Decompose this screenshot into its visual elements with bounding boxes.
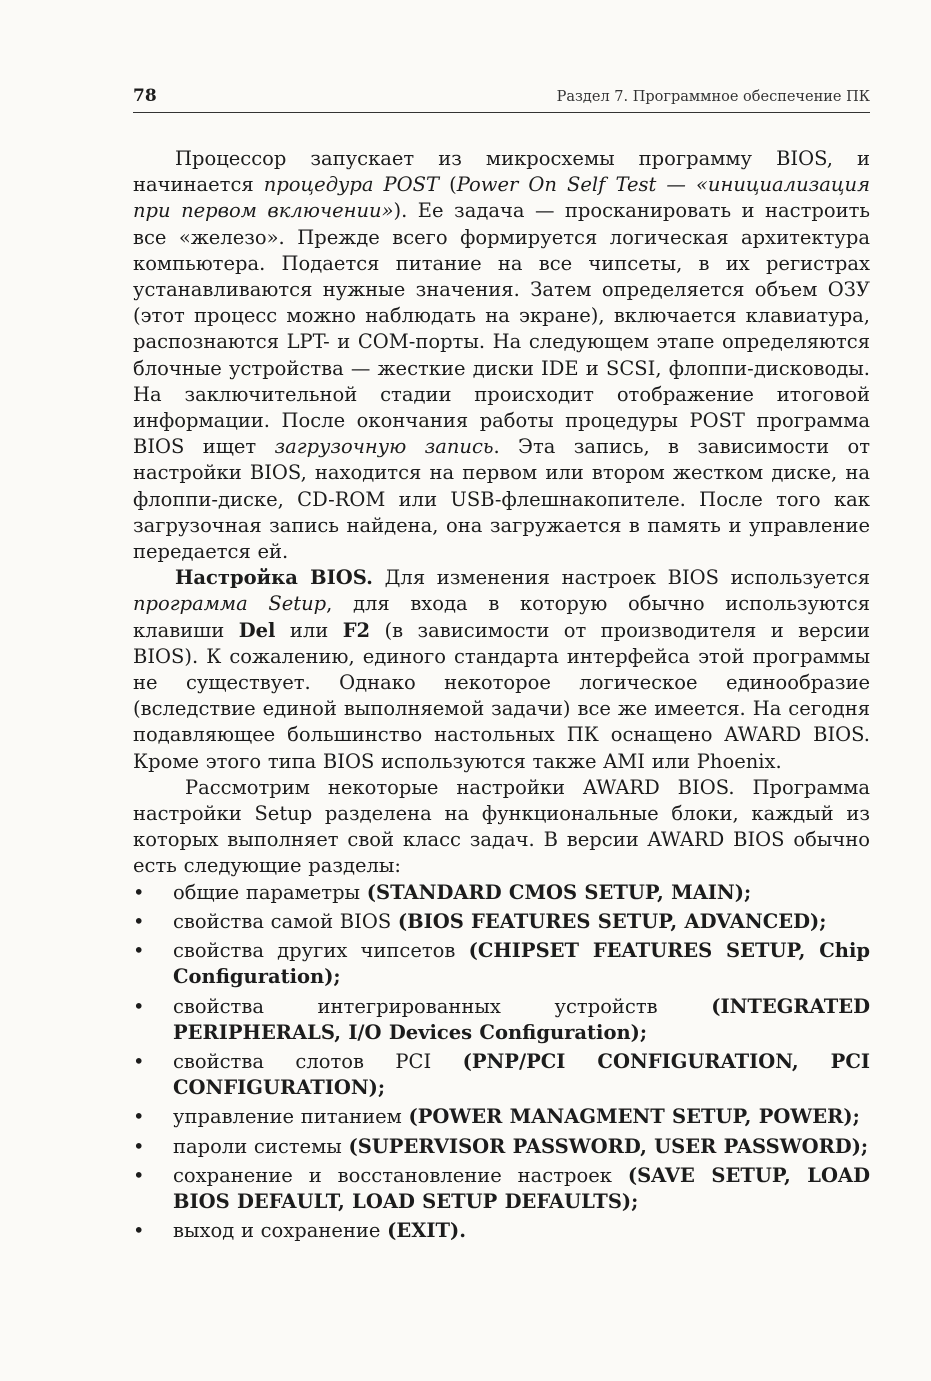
list-item — [133, 1163, 870, 1215]
italic-term: процедура POST — [263, 173, 440, 197]
list-item — [133, 909, 870, 935]
item-text: выход и сохранение — [173, 1219, 388, 1243]
italic-term: программа Setup — [133, 592, 327, 616]
list-item — [133, 1104, 870, 1130]
text-run: . Эта запись, в зависимости от настройки BIOS, находится на первом или втором жестком диске, на флоппи-диске, CD-ROM или USB-флешнакопителе. После того как загрузочная запись найдена, она загружается в память и управление передается ей. — [133, 435, 870, 564]
item-bold: (EXIT). — [387, 1219, 467, 1243]
section-heading: Настройка BIOS. — [175, 566, 373, 590]
item-text: сохранение и восстановление настроек — [173, 1163, 628, 1187]
paragraph-post — [133, 146, 870, 565]
item-bold: (POWER MANAGMENT SETUP, POWER); — [408, 1105, 860, 1129]
text-run: ). Ее задача — просканировать и настроить все «железо». Прежде всего формируется логическая архитектура компьютера. Подается питание на все чипсеты, в их регистрах устанавливаются нужные значения. Затем определяется объем ОЗУ (этот процесс можно наблюдать на экране), включается клавиатура, распознаются LPT- и COM-порты. На следующем этапе определяются блочные устройства — жесткие диски IDE и SCSI, флоппи-дисководы. На заключительной стадии происходит отображение итоговой информации. После окончания работы процедуры POST программа BIOS ищет — [133, 199, 870, 459]
item-text: общие параметры — [173, 880, 367, 904]
bullet: • — [133, 880, 145, 904]
item-bold: (PNP/PCI CONFIGURATION, PCI CONFIGURATION); — [173, 1049, 870, 1100]
item-text: свойства слотов PCI — [173, 1049, 463, 1073]
paragraph-bios-setup — [133, 565, 870, 775]
text-run: (в зависимости от производителя и версии BIOS). К сожалению, единого стандарта интерфейса этой программы не существует. Однако некоторое логическое единообразие (вследствие единой выполняемой задачи) все же имеется. На сегодня подавляющее большинство настольных ПК оснащено AWARD BIOS. Кроме этого типа BIOS используются также AMI или Phoenix. — [133, 618, 871, 773]
bullet: • — [133, 909, 145, 933]
item-bold: (INTEGRATED PERIPHERALS, I/O Devices Configuration); — [173, 994, 870, 1044]
list-item — [133, 1218, 870, 1244]
item-bold: (CHIPSET FEATURES SETUP, Chip Configuration); — [173, 939, 870, 989]
item-text: управление питанием — [173, 1105, 409, 1129]
item-text: пароли системы — [173, 1134, 349, 1158]
key-name: F2 — [342, 618, 371, 642]
running-title: Раздел 7. Программное обеспечение ПК — [556, 89, 870, 105]
list-item — [133, 994, 870, 1046]
bullet: • — [133, 939, 145, 963]
bullet: • — [133, 1134, 145, 1158]
sections-list — [133, 880, 870, 1245]
text-run: Процессор запускает из микросхемы программу BIOS, и начинается — [133, 147, 870, 197]
list-item — [133, 1049, 870, 1101]
item-bold: (SAVE SETUP, LOAD BIOS DEFAULT, LOAD SETUP DEFAULTS); — [173, 1163, 871, 1213]
item-text: свойства других чипсетов — [173, 939, 469, 963]
list-item — [133, 1134, 870, 1160]
item-bold: (SUPERVISOR PASSWORD, USER PASSWORD); — [348, 1134, 869, 1158]
bullet: • — [133, 994, 145, 1018]
page-header — [133, 86, 870, 113]
bullet: • — [133, 1105, 145, 1129]
list-item — [133, 938, 870, 990]
text-run: ( — [439, 173, 457, 197]
page-body — [133, 146, 870, 1247]
page-number: 78 — [133, 86, 157, 106]
text-run: , для входа в которую обычно используются клавиши — [133, 592, 871, 642]
item-text: свойства интегрированных устройств — [173, 994, 712, 1018]
text-run: Для изменения настроек BIOS используется — [372, 566, 870, 590]
italic-term: загрузочную запись — [274, 435, 494, 459]
item-bold: (BIOS FEATURES SETUP, ADVANCED); — [397, 909, 827, 933]
item-bold: (STANDARD CMOS SETUP, MAIN); — [366, 880, 752, 904]
list-item — [133, 880, 870, 906]
paragraph-award-intro: Рассмотрим некоторые настройки AWARD BIOS. Программа настройки Setup разделена на функциональные блоки, каждый из которых выполняет свой класс задач. В версии AWARD BIOS обычно есть следующие разделы: — [133, 775, 870, 878]
bullet: • — [133, 1163, 145, 1187]
item-text: свойства самой BIOS — [173, 909, 398, 933]
bullet: • — [133, 1219, 145, 1243]
text-run: или — [275, 618, 343, 642]
key-name: Del — [238, 618, 276, 642]
italic-term: Power On Self Test — «инициализация при первом включении» — [133, 173, 870, 223]
bullet: • — [133, 1049, 145, 1073]
